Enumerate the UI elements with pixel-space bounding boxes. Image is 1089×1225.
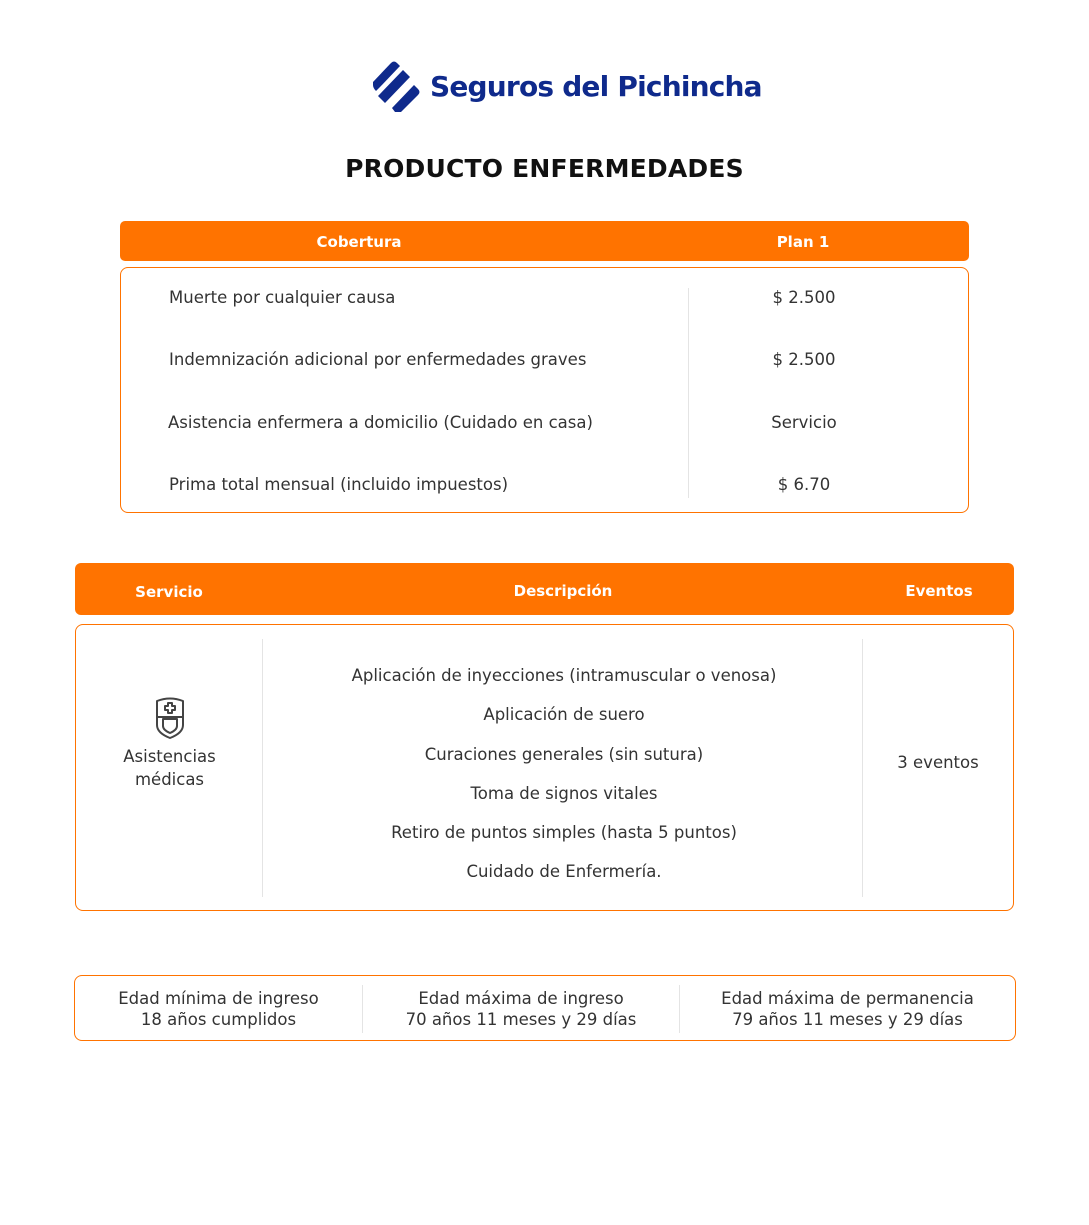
coverage-cell: Muerte por cualquier causa [169,288,396,307]
coverage-table-header [120,221,969,261]
coverage-table [120,267,969,513]
brand-logo [370,60,762,112]
table-row [121,288,968,318]
age-label: Edad máxima de ingreso [418,989,624,1008]
age-value: 70 años 11 meses y 29 días [405,1010,637,1029]
age-requirements [74,975,1016,1041]
age-label: Edad máxima de permanencia [721,989,974,1008]
table-row [121,350,968,380]
header-plan: Plan 1 [776,233,830,251]
plan-cell: $ 2.500 [772,350,836,369]
table-row [121,475,968,505]
age-item [680,988,1015,1030]
service-label-line1: Asistencias [123,747,216,766]
list-item: Curaciones generales (sin sutura) [424,744,704,764]
list-item: Cuidado de Enfermería. [466,862,662,882]
events-cell: 3 eventos [897,753,979,772]
nurse-cap-shield-icon [153,695,187,739]
seguros-pichincha-stripes-logo [370,60,422,112]
page-title: PRODUCTO ENFERMEDADES [345,154,744,183]
age-value: 79 años 11 meses y 29 días [732,1010,963,1029]
age-item [75,988,362,1030]
header-coverage: Cobertura [316,233,402,251]
list-item: Retiro de puntos simples (hasta 5 puntos) [391,823,737,843]
age-item [363,988,679,1030]
service-table-header [75,563,1014,615]
coverage-cell: Prima total mensual (incluido impuestos) [169,475,509,494]
age-value: 18 años cumplidos [140,1010,297,1029]
plan-cell: Servicio [771,413,837,432]
list-item: Aplicación de suero [483,705,645,725]
header-service: Servicio [135,583,203,601]
table-row [121,413,968,443]
plan-cell: $ 6.70 [777,475,831,494]
service-label-line2: médicas [134,770,205,789]
coverage-cell: Indemnización adicional por enfermedades graves [169,350,587,369]
plan-cell: $ 2.500 [772,288,836,307]
brand-name: Seguros del Pichincha [430,69,762,103]
service-table [75,624,1014,911]
header-description: Descripción [513,582,613,600]
age-label: Edad mínima de ingreso [118,989,319,1008]
coverage-cell: Asistencia enfermera a domicilio (Cuidado en casa) [168,413,593,432]
column-divider [688,288,689,498]
service-cell [76,695,263,791]
header-events: Eventos [905,582,973,600]
list-item: Aplicación de inyecciones (intramuscular o venosa) [351,666,777,685]
description-list [264,663,864,899]
list-item: Toma de signos vitales [470,783,658,803]
